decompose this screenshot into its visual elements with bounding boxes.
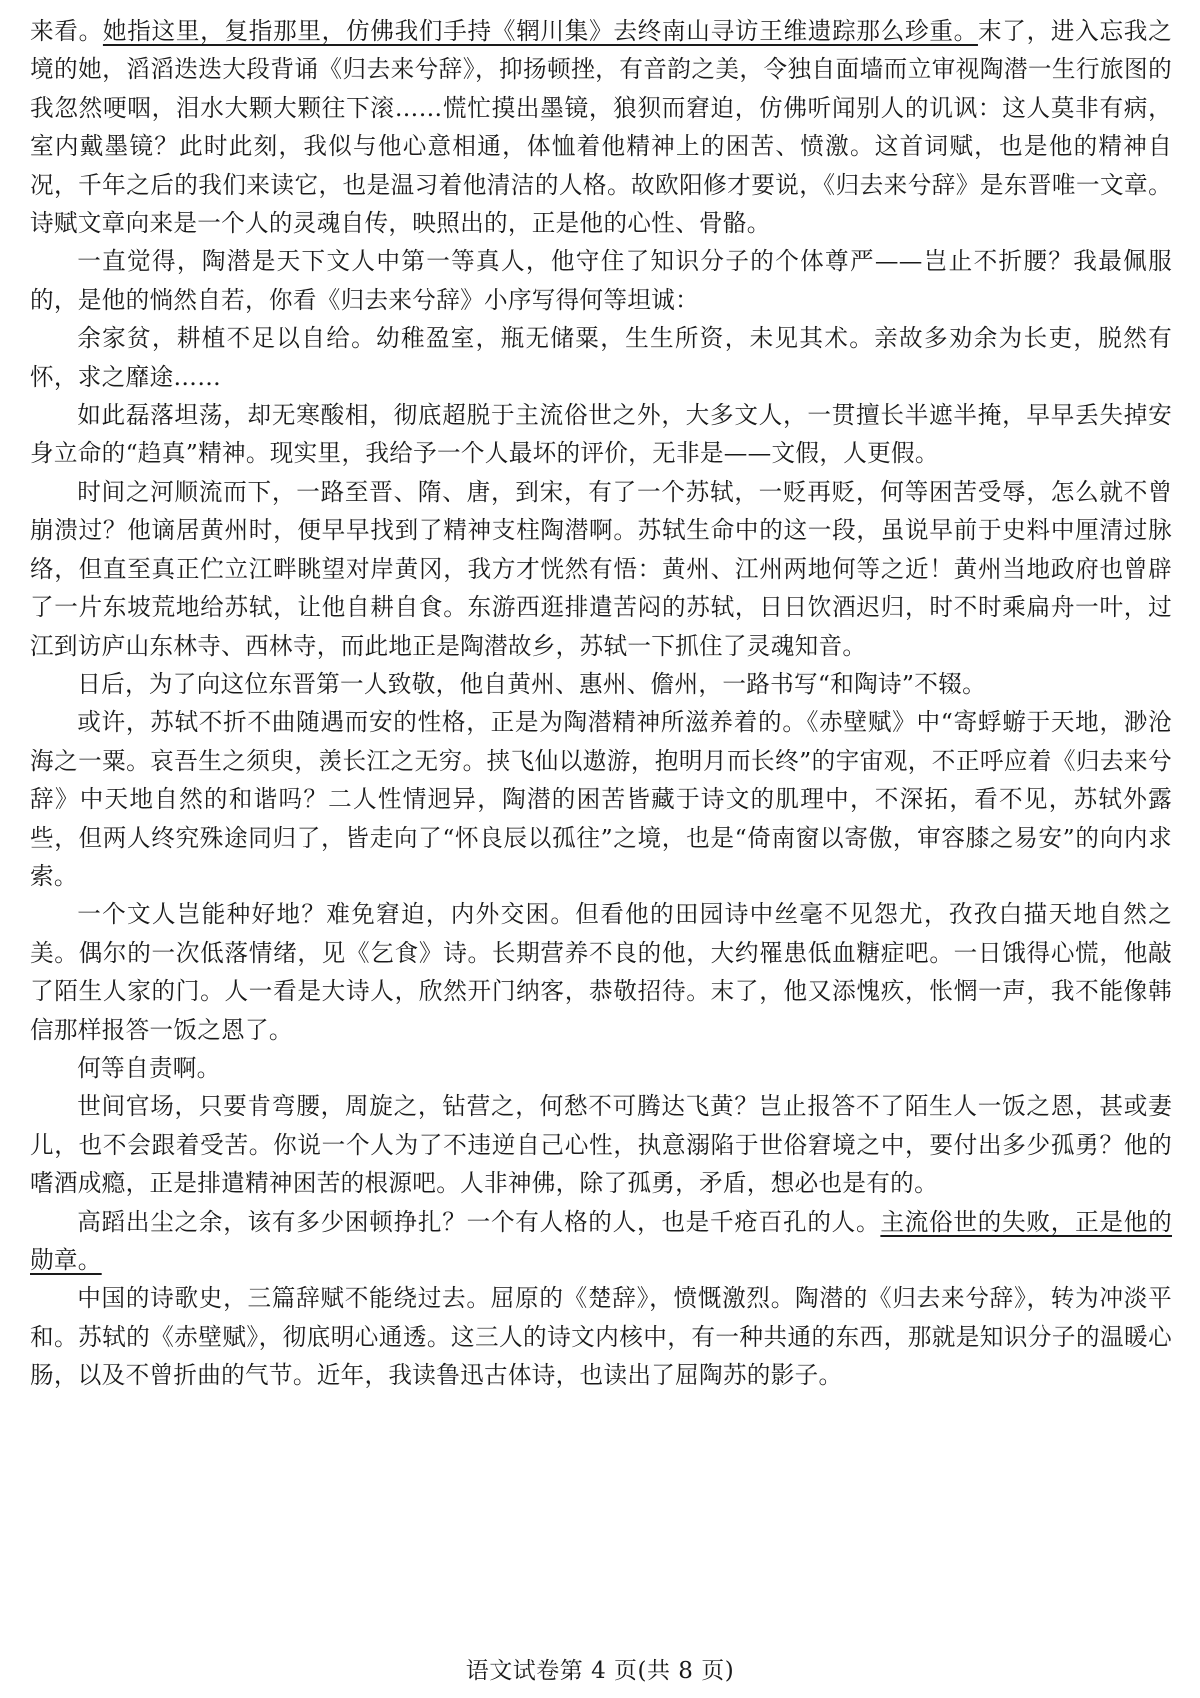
paragraph [30, 1279, 1172, 1394]
text-segment: 时间之河顺流而下，一路至晋、隋、唐，到宋，有了一个苏轼，一贬再贬，何等困苦受辱，怎么就不曾崩溃过？他谪居黄州时，便早早找到了精神支柱陶潜啊。苏轼生命中的这一段，虽说早前于史料中厘清过脉络，但直至真正伫立江畔眺望对岸黄冈，我方才恍然有悟：黄州、江州两地何等之近！黄州当地政府也曾辟了一片东坡荒地给苏轼，让他自耕自食。东游西逛排遣苦闷的苏轼，日日饮酒迟归，时不时乘扁舟一叶，过江到访庐山东林寺、西林寺，而此地正是陶潜故乡，苏轼一下抓住了灵魂知音。 [30, 477, 1172, 660]
paragraph [30, 319, 1172, 396]
paragraph [30, 12, 1172, 242]
text-segment: 一直觉得，陶潜是天下文人中第一等真人，他守住了知识分子的个体尊严——岂止不折腰？我最佩服的，是他的惝然自若，你看《归去来兮辞》小序写得何等坦诚： [30, 247, 1172, 314]
underlined-sentence: 她指这里，复指那里，仿佛我们手持《辋川集》去终南山寻访王维遗踪那么珍重。 [102, 17, 978, 45]
paragraph [30, 665, 1172, 703]
page-body [30, 12, 1172, 1652]
paragraph [30, 895, 1172, 1049]
text-segment: 何等自责啊。 [77, 1053, 221, 1082]
text-segment: 末了，进入忘我之境的她，滔滔迭迭大段背诵《归去来兮辞》，抑扬顿挫，有音韵之美，令独自面墙而立审视陶潜一生行旅图的我忽然哽咽，泪水大颗大颗往下滚……慌忙摸出墨镜，狼狈而窘迫，仿佛听闻别人的讥讽：这人莫非有病，室内戴墨镜？此时此刻，我似与他心意相通，体恤着他精神上的困苦、愤激。这首词赋，也是他的精神自况，千年之后的我们来读它，也是温习着他清洁的人格。故欧阳修才要说，《归去来兮辞》是东晋唯一文章。诗赋文章向来是一个人的灵魂自传，映照出的，正是他的心性、骨骼。 [30, 17, 1172, 238]
page-footer: 语文试卷第 4 页(共 8 页) [465, 1658, 735, 1684]
text-segment: 一个文人岂能种好地？难免窘迫，内外交困。但看他的田园诗中丝毫不见怨尤，孜孜白描天地自然之美。偶尔的一次低落情绪，见《乞食》诗。长期营养不良的他，大约罹患低血糖症吧。一日饿得心慌，他敲了陌生人家的门。人一看是大诗人，欣然开门纳客，恭敬招待。末了，他又添愧疚，怅惘一声，我不能像韩信那样报答一饭之恩了。 [30, 900, 1172, 1044]
text-segment: 或许，苏轼不折不曲随遇而安的性格，正是为陶潜精神所滋养着的。《赤壁赋》中“寄蜉蝣于天地，渺沧海之一粟。哀吾生之须臾，羡长江之无穷。挟飞仙以遨游，抱明月而长终”的宇宙观，不正呼应着《归去来兮辞》中天地自然的和谐吗？二人性情迥异，陶潜的困苦皆藏于诗文的肌理中，不深拓，看不见，苏轼外露些，但两人终究殊途同归了，皆走向了“怀良辰以孤往”之境，也是“倚南窗以寄傲，审容膝之易安”的向内求索。 [30, 708, 1172, 890]
paragraph [30, 396, 1172, 473]
text-segment: 中国的诗歌史，三篇辞赋不能绕过去。屈原的《楚辞》，愤慨激烈。陶潜的《归去来兮辞》，转为冲淡平和。苏轼的《赤壁赋》，彻底明心通透。这三人的诗文内核中，有一种共通的东西，那就是知识分子的温暖心肠，以及不曾折曲的气节。近年，我读鲁迅古体诗，也读出了屈陶苏的影子。 [30, 1284, 1172, 1390]
paragraph [30, 242, 1172, 319]
text-segment: 余家贫，耕植不足以自给。幼稚盈室，瓶无储粟，生生所资，未见其术。亲故多劝余为长吏，脱然有怀，求之靡途…… [30, 324, 1172, 391]
article-text [30, 12, 1172, 1395]
text-segment: 高蹈出尘之余，该有多少困顿挣扎？一个有人格的人，也是千疮百孔的人。 [77, 1207, 881, 1236]
text-segment: 如此磊落坦荡，却无寒酸相，彻底超脱于主流俗世之外，大多文人，一贯擅长半遮半掩，早早丢失掉安身立命的“趋真”精神。现实里，我给予一个人最坏的评价，无非是——文假，人更假。 [30, 401, 1172, 468]
paragraph [30, 1087, 1172, 1202]
text-segment: 来看。 [30, 17, 103, 45]
paragraph [30, 703, 1172, 895]
underlined-sentence: 主流俗世的失败，正是他的勋章。 [30, 1207, 1172, 1274]
text-segment: 世间官场，只要肯弯腰，周旋之，钻营之，何愁不可腾达飞黄？岂止报答不了陌生人一饭之恩，甚或妻儿，也不会跟着受苦。你说一个人为了不违逆自己心性，执意溺陷于世俗窘境之中，要付出多少孤勇？他的嗜酒成瘾，正是排遣精神困苦的根源吧。人非神佛，除了孤勇，矛盾，想必也是有的。 [30, 1092, 1172, 1198]
paragraph [30, 473, 1172, 665]
paragraph [30, 1049, 1172, 1087]
text-segment: 日后，为了向这位东晋第一人致敬，他自黄州、惠州、儋州，一路书写“和陶诗”不辍。 [77, 669, 986, 698]
paragraph [30, 1203, 1172, 1280]
